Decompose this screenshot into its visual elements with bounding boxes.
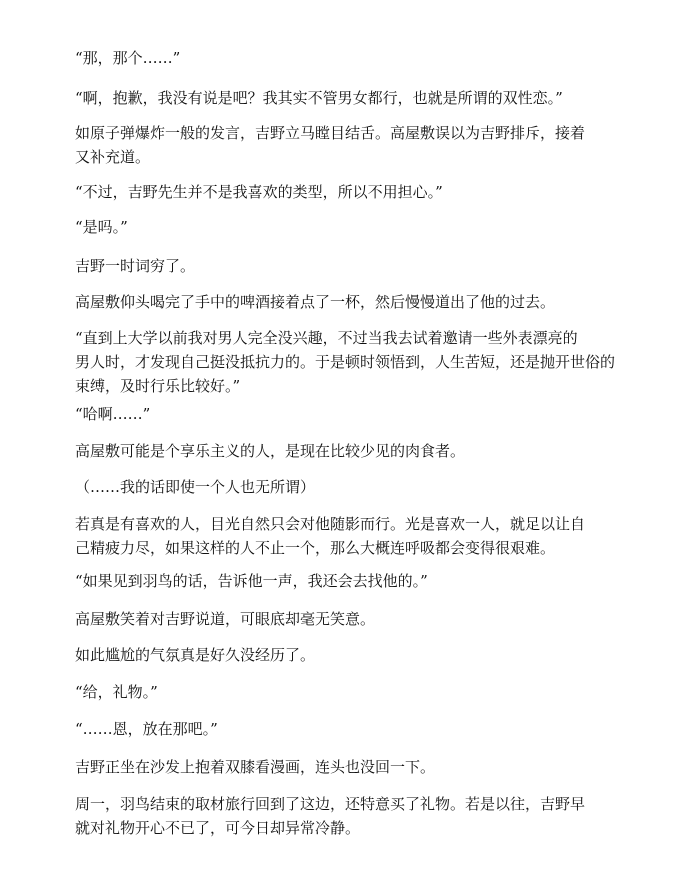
paragraph-17: “……恩，放在那吧。” [75, 720, 218, 738]
paragraph-1: “那，那个……” [75, 49, 181, 67]
paragraph-15: 如此尴尬的气氛真是好久没经历了。 [75, 646, 316, 664]
paragraph-2: “啊，抱歉，我没有说是吧？我其实不管男女都行，也就是所谓的双性恋。” [75, 89, 563, 107]
paragraph-10: 高屋敷可能是个享乐主义的人，是现在比较少见的肉食者。 [75, 442, 466, 460]
paragraph-16: “给，礼物。” [75, 683, 158, 701]
paragraph-11: （……我的话即使一个人也无所谓） [75, 478, 316, 496]
paragraph-4: “不过，吉野先生并不是我喜欢的类型，所以不用担心。” [75, 183, 443, 201]
paragraph-6: 吉野一时词穷了。 [75, 257, 196, 275]
paragraph-9: “哈啊……” [75, 405, 151, 423]
paragraph-8: “直到上大学以前我对男人完全没兴趣，不过当我去试着邀请一些外表漂亮的 男人时，才发现自己挺没抵抗力的。于是顿时领悟到，人生苦短，还是抛开世俗的 束缚，及时行乐比较好。” [75, 329, 616, 395]
paragraph-7: 高屋敷仰头喝完了手中的啤酒接着点了一杯，然后慢慢道出了他的过去。 [75, 293, 556, 311]
paragraph-3: 如原子弹爆炸一般的发言，吉野立马瞠目结舌。高屋敷误以为吉野排斥，接着 又补充道。 [75, 124, 586, 166]
paragraph-18: 吉野正坐在沙发上抱着双膝看漫画，连头也没回一下。 [75, 758, 436, 776]
paragraph-14: 高屋敷笑着对吉野说道，可眼底却毫无笑意。 [75, 610, 376, 628]
paragraph-19: 周一，羽鸟结束的取材旅行回到了这边，还特意买了礼物。若是以往，吉野早 就对礼物开心不已了，可今日却异常冷静。 [75, 795, 586, 837]
paragraph-12: 若真是有喜欢的人，目光自然只会对他随影而行。光是喜欢一人，就足以让自 己精疲力尽，如果这样的人不止一个，那么大概连呼吸都会变得很艰难。 [75, 515, 586, 557]
paragraph-5: “是吗。” [75, 218, 128, 236]
paragraph-13: “如果见到羽鸟的话，告诉他一声，我还会去找他的。” [75, 572, 428, 590]
